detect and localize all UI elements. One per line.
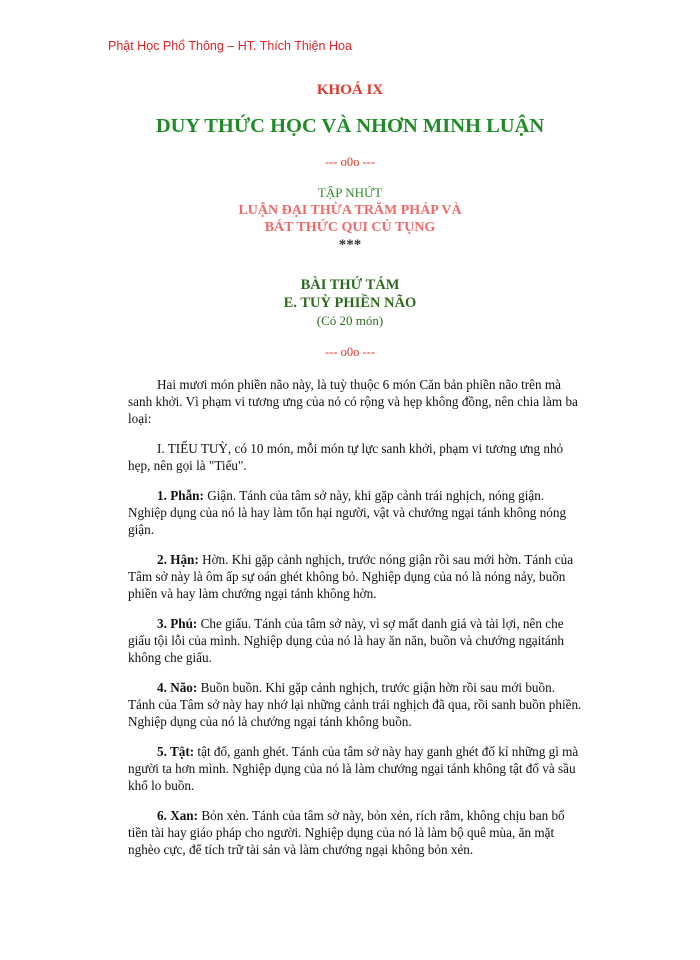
paragraph [128, 615, 578, 666]
text-line [128, 777, 578, 794]
text-line [128, 696, 582, 713]
course-heading: KHOÁ IX [316, 82, 384, 98]
paragraph [128, 807, 578, 858]
item-term: 4. Não: [157, 680, 198, 695]
text-line [128, 824, 578, 841]
text-line [128, 679, 578, 696]
text-line [128, 393, 578, 410]
text-line [128, 615, 578, 632]
stars-divider: *** [338, 237, 362, 253]
line-text: Tánh của Tâm sở này hay nhớ lại những cảnh trái nghịch đã qua, rồi sanh buồn phiền. [128, 697, 582, 712]
text-line [128, 551, 578, 568]
item-term: 6. Xan: [157, 808, 199, 823]
line-text: phiền và hay làm chướng ngại tánh không hờn. [128, 586, 377, 601]
line-text: tiền tài hay giáo pháp cho người. Nghiệp dụng của nó là làm bộ quê mùa, ăn mặt [128, 825, 555, 840]
text-line [128, 743, 578, 760]
lesson-heading: BÀI THỨ TÁM [300, 277, 400, 293]
text-line [128, 521, 578, 538]
volume-label: TẬP NHỨT [317, 185, 383, 200]
document-title: DUY THỨC HỌC VÀ NHƠN MINH LUẬN [155, 115, 545, 137]
paragraph [128, 743, 578, 794]
paragraph [128, 551, 578, 602]
section-heading: E. TUỲ PHIỀN NÃO [283, 295, 417, 311]
subtitle-line: LUẬN ĐẠI THỪA TRĂM PHÁP VÀ [238, 203, 462, 218]
line-text: Tâm sở này là ôm ấp sự oán ghét không bỏ. Nghiệp dụng của nó là nóng nảy, buồn [128, 569, 566, 584]
line-text: Nghiệp dụng của nó là chướng ngại tánh không buồn. [128, 714, 412, 729]
line-text: sanh khởi. Vì phạm vi tương ưng của nó có rộng và hẹp không đồng, nên chia làm ba [128, 394, 578, 409]
line-text: Giận. Tánh của tâm sở này, khi gặp cảnh trái nghịch, nóng giận. [203, 488, 545, 503]
body-text [128, 376, 582, 871]
line-text: không che giấu. [128, 650, 212, 665]
separator: --- o0o --- [325, 155, 375, 169]
item-term: 2. Hận: [157, 552, 199, 567]
text-line [128, 410, 578, 427]
text-line [128, 841, 578, 858]
line-text: Hờn. Khi gặp cảnh nghịch, trước nóng giận rồi sau mới hờn. Tánh của [198, 552, 574, 567]
item-term: 5. Tật: [157, 744, 195, 759]
text-line [128, 440, 578, 457]
line-text: tật đố, ganh ghét. Tánh của tâm sở này hay ganh ghét đố kỉ những gì mà [194, 744, 579, 759]
line-text: nghèo cực, để tích trữ tài sản và làm chướng ngại không bỏn xẻn. [128, 842, 474, 857]
text-line [128, 585, 578, 602]
line-text: Hai mươi món phiền não này, là tuỳ thuộc 6 món Căn bản phiền não trên mà [157, 377, 562, 392]
paragraph [128, 679, 582, 730]
line-text: hẹp, nên gọi là "Tiểu". [128, 458, 247, 473]
line-text: loại: [128, 411, 152, 426]
text-line [128, 807, 578, 824]
line-text: khổ lo buồn. [128, 778, 195, 793]
paragraph [128, 376, 578, 427]
item-term: 3. Phú: [157, 616, 198, 631]
paragraph [128, 487, 578, 538]
paragraph [128, 440, 578, 474]
text-line [128, 713, 578, 730]
line-text: Buồn buồn. Khi gặp cảnh nghịch, trước giận hờn rồi sau mới buồn. [197, 680, 556, 695]
separator: --- o0o --- [325, 345, 375, 359]
line-text: giận. [128, 522, 155, 537]
line-text: Nghiệp dụng của nó là hay làm tổn hại người, vật và chướng ngại tánh không nóng [128, 505, 567, 520]
line-text: Che giấu. Tánh của tâm sở này, vì sợ mất danh giá và tài lợi, nên che [197, 616, 564, 631]
line-text: giấu tội lỗi của mình. Nghiệp dụng của nó là hay ăn năn, buồn và chướng ngạitánh [128, 633, 565, 648]
running-header: Phật Học Phổ Thông – HT. Thích Thiện Hoa [108, 39, 352, 53]
text-line [128, 376, 578, 393]
text-line [128, 568, 578, 585]
line-text: người ta hơn mình. Nghiệp dụng của nó là làm chướng ngại tánh không tật đố và sầu [128, 761, 576, 776]
section-note: (Có 20 món) [316, 313, 384, 328]
text-line [128, 504, 578, 521]
item-term: 1. Phẫn: [157, 488, 204, 503]
line-text: I. TIỂU TUỲ, có 10 món, mỗi món tự lực sanh khởi, phạm vi tương ưng nhỏ [157, 441, 564, 456]
text-line [128, 457, 578, 474]
subtitle-line: BÁT THỨC QUI CỦ TỤNG [264, 220, 436, 235]
text-line [128, 649, 578, 666]
text-line [128, 632, 578, 649]
text-line [128, 760, 578, 777]
line-text: Bỏn xẻn. Tánh của tâm sở này, bỏn xẻn, rích rắm, không chịu ban bố [198, 808, 565, 823]
text-line [128, 487, 578, 504]
